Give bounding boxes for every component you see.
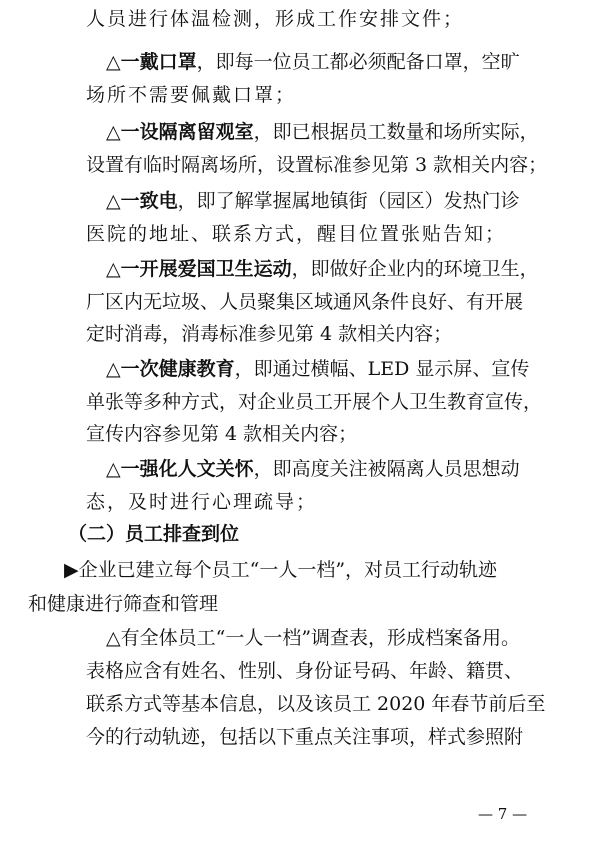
section-heading: （二）员工排查到位	[68, 523, 240, 545]
body-line: 表格应含有姓名、性别、身份证号码、年龄、籍贯、	[86, 660, 524, 682]
bullet-text: ，即高度关注被隔离人员思想动	[253, 458, 520, 480]
triangle-bullet-icon: △	[106, 121, 121, 143]
bullet-item-sanitation	[106, 257, 539, 281]
bullet-text: ，即了解掌握属地镇街（园区）发热门诊	[177, 190, 520, 212]
bullet-title: 一戴口罩	[120, 51, 197, 73]
body-line: 场所不需要佩戴口罩；	[86, 84, 297, 106]
triangle-bullet-icon: △	[106, 358, 121, 380]
bullet-text: ，即每一位员工都必须配备口罩，空旷	[196, 51, 520, 73]
body-line: 人员进行体温检测，形成工作安排文件；	[86, 8, 465, 30]
body-line: 厂区内无垃圾、人员聚集区域通风条件良好、有开展	[86, 291, 524, 313]
bullet-title: 一开展爱国卫生运动	[120, 258, 292, 280]
body-line: 和健康进行筛查和管理	[28, 593, 219, 615]
triangle-bullet-icon: △	[106, 258, 121, 280]
body-line: △有全体员工“一人一档”调查表，形成档案备用。	[106, 627, 521, 649]
body-line: 今的行动轨迹，包括以下重点关注事项，样式参照附	[86, 726, 524, 748]
body-line: 联系方式等基本信息，以及该员工 2020 年春节前后至	[86, 693, 546, 715]
body-line: 单张等多种方式，对企业员工开展个人卫生教育宣传，	[86, 391, 543, 413]
bullet-item-isolation-room	[106, 120, 539, 144]
page-number: — 7 —	[478, 805, 528, 823]
body-line: 定时消毒，消毒标准参见第 4 款相关内容；	[86, 323, 453, 345]
bullet-title: 一致电	[120, 190, 178, 212]
bullet-item-humanistic-care	[106, 457, 520, 481]
body-line: 医院的地址、联系方式，醒目位置张贴告知；	[86, 223, 507, 245]
bullet-text: ，即通过横幅、LED 显示屏、宣传	[234, 358, 530, 380]
bullet-title: 一设隔离留观室	[120, 121, 254, 143]
body-line: ▶企业已建立每个员工“一人一档”，对员工行动轨迹	[64, 559, 498, 581]
body-line: 态，及时进行心理疏导；	[86, 491, 318, 513]
bullet-text: ，即做好企业内的环境卫生，	[291, 258, 539, 280]
bullet-title: 一次健康教育	[120, 358, 235, 380]
bullet-text: ，即已根据员工数量和场所实际，	[253, 121, 539, 143]
triangle-bullet-icon: △	[106, 51, 121, 73]
triangle-bullet-icon: △	[106, 190, 121, 212]
bullet-item-wear-mask	[106, 50, 520, 74]
body-line: 宣传内容参见第 4 款相关内容；	[86, 423, 358, 445]
bullet-title: 一强化人文关怀	[120, 458, 254, 480]
triangle-bullet-icon: △	[106, 458, 121, 480]
bullet-item-health-education	[106, 357, 529, 381]
body-line: 设置有临时隔离场所，设置标准参见第 3 款相关内容；	[86, 154, 548, 176]
bullet-item-call	[106, 189, 520, 213]
